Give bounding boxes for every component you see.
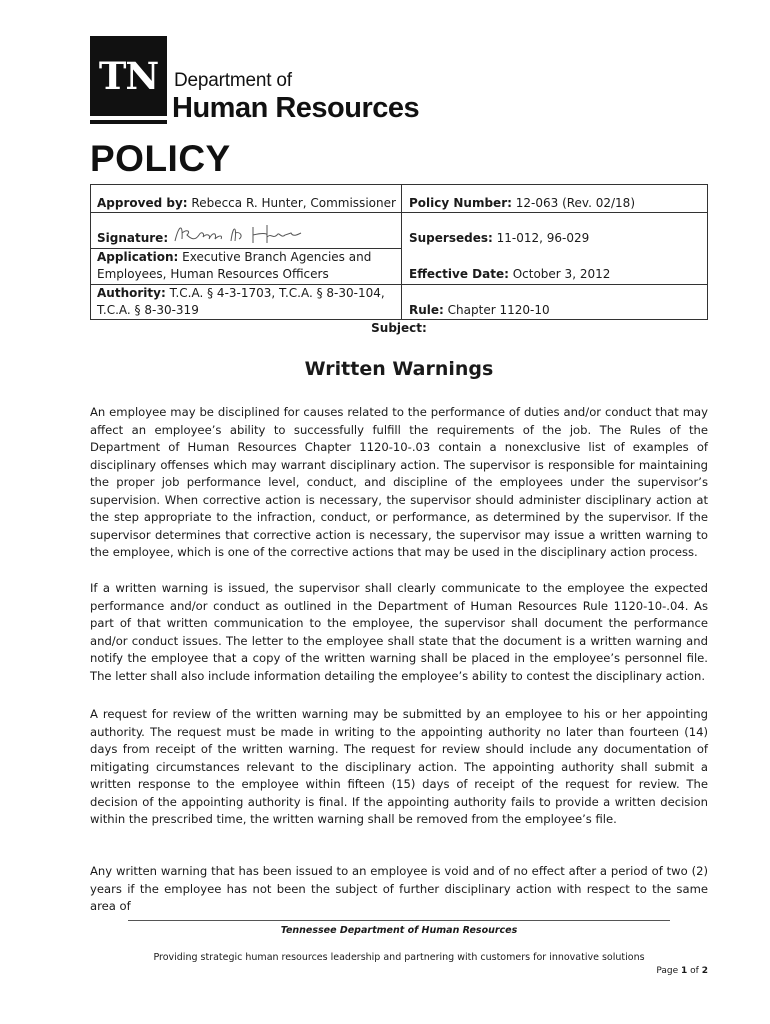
approved-by-cell <box>97 195 397 212</box>
footer-organization: Tennessee Department of Human Resources <box>280 925 518 936</box>
logo-department-of: Department of <box>174 70 292 91</box>
policy-heading: POLICY <box>90 138 231 179</box>
table-column-divider <box>401 185 402 319</box>
policy-number-cell <box>409 195 699 212</box>
signature-label: Signature: <box>97 231 169 245</box>
document-title: Written Warnings <box>304 358 494 380</box>
footer-tagline: Providing strategic human resources leadership and partnering with customers for innovative solutions <box>153 952 645 963</box>
approved-by-value: Rebecca R. Hunter, Commissioner <box>191 196 396 210</box>
effective-date-value: October 3, 2012 <box>512 267 611 281</box>
table-row-divider <box>401 284 707 285</box>
table-row-divider <box>91 212 401 213</box>
body-paragraph: If a written warning is issued, the supervisor shall clearly communicate to the employee the expected performance and/or conduct as outlined in the Department of Human Resources Rule 1120-10-.04. As part of that written communication to the employee, the supervisor shall document the performance and/or conduct issues. The letter to the employee shall state that the document is a written warning and notify the employee that a copy of the written warning shall be placed in the employee’s personnel file. The letter shall also include information detailing the employee’s ability to contest the disciplinary action. <box>90 581 708 683</box>
authority-value: T.C.A. § 4-3-1703, T.C.A. § 8-30-104, T.C.A. § 8-30-319 <box>97 286 385 317</box>
body-paragraph: An employee may be disciplined for causes related to the performance of duties and/or conduct that may affect an employee’s ability to successfully fulfill the requirements of the job. The Rules of the Department of Human Resources Chapter 1120-10-.03 contain a nonexclusive list of examples of disciplinary offenses which may warrant disciplinary action. The supervisor is responsible for maintaining the proper job performance level, conduct, and discipline of the employees under the supervisor’s supervision. When corrective action is necessary, the supervisor should administer disciplinary action at the step appropriate to the infraction, conduct, or performance, as determined by the supervisor. If the supervisor determines that corrective action is necessary, the supervisor may issue a written warning to the employee, which is one of the corrective actions that may be used in the disciplinary action process. <box>90 405 708 559</box>
footer-divider <box>128 920 670 921</box>
page-word: Page <box>656 966 679 976</box>
supersedes-value: 11-012, 96-029 <box>496 231 590 245</box>
authority-label: Authority: <box>97 286 166 300</box>
page-of: of <box>690 966 699 976</box>
body-paragraph: Any written warning that has been issued to an employee is void and of no effect after a period of two (2) years if the employee has not been the subject of further disciplinary action with respect to the same area of <box>90 864 708 913</box>
department-logo <box>90 36 425 126</box>
table-row-divider <box>401 212 707 213</box>
policy-info-table <box>90 184 708 320</box>
supersedes-cell <box>409 230 699 247</box>
supersedes-label: Supersedes: <box>409 231 493 245</box>
logo-underline <box>90 120 167 124</box>
application-value: Executive Branch Agencies and Employees, Human Resources Officers <box>97 250 372 281</box>
handwritten-signature <box>173 221 303 251</box>
page-number <box>656 966 708 976</box>
application-label: Application: <box>97 250 179 264</box>
application-cell <box>97 249 397 283</box>
rule-label: Rule: <box>409 303 444 317</box>
signature-scribble <box>173 221 303 247</box>
effective-date-cell <box>409 266 699 283</box>
page-total: 2 <box>701 966 708 976</box>
body-paragraph: A request for review of the written warning may be submitted by an employee to his or her appointing authority. The request must be made in writing to the appointing authority no later than fourteen (14) days from receipt of the written warning. The request for review should include any documentation of mitigating circumstances relevant to the disciplinary action. The appointing authority shall submit a written response to the employee within fifteen (15) days of receipt of the request for review. The decision of the appointing authority is final. If the appointing authority fails to provide a written decision within the prescribed time, the written warning shall be removed from the employee’s file. <box>90 707 708 826</box>
tn-logo-mark: TN <box>90 36 167 116</box>
subject-label: Subject: <box>371 321 427 335</box>
page-current: 1 <box>681 966 688 976</box>
logo-human-resources: Human Resources <box>172 92 420 124</box>
approved-by-label: Approved by: <box>97 196 188 210</box>
effective-date-label: Effective Date: <box>409 267 509 281</box>
authority-cell <box>97 285 397 319</box>
rule-value: Chapter 1120-10 <box>447 303 550 317</box>
policy-number-value: 12-063 (Rev. 02/18) <box>515 196 635 210</box>
policy-number-label: Policy Number: <box>409 196 512 210</box>
rule-cell <box>409 302 699 319</box>
